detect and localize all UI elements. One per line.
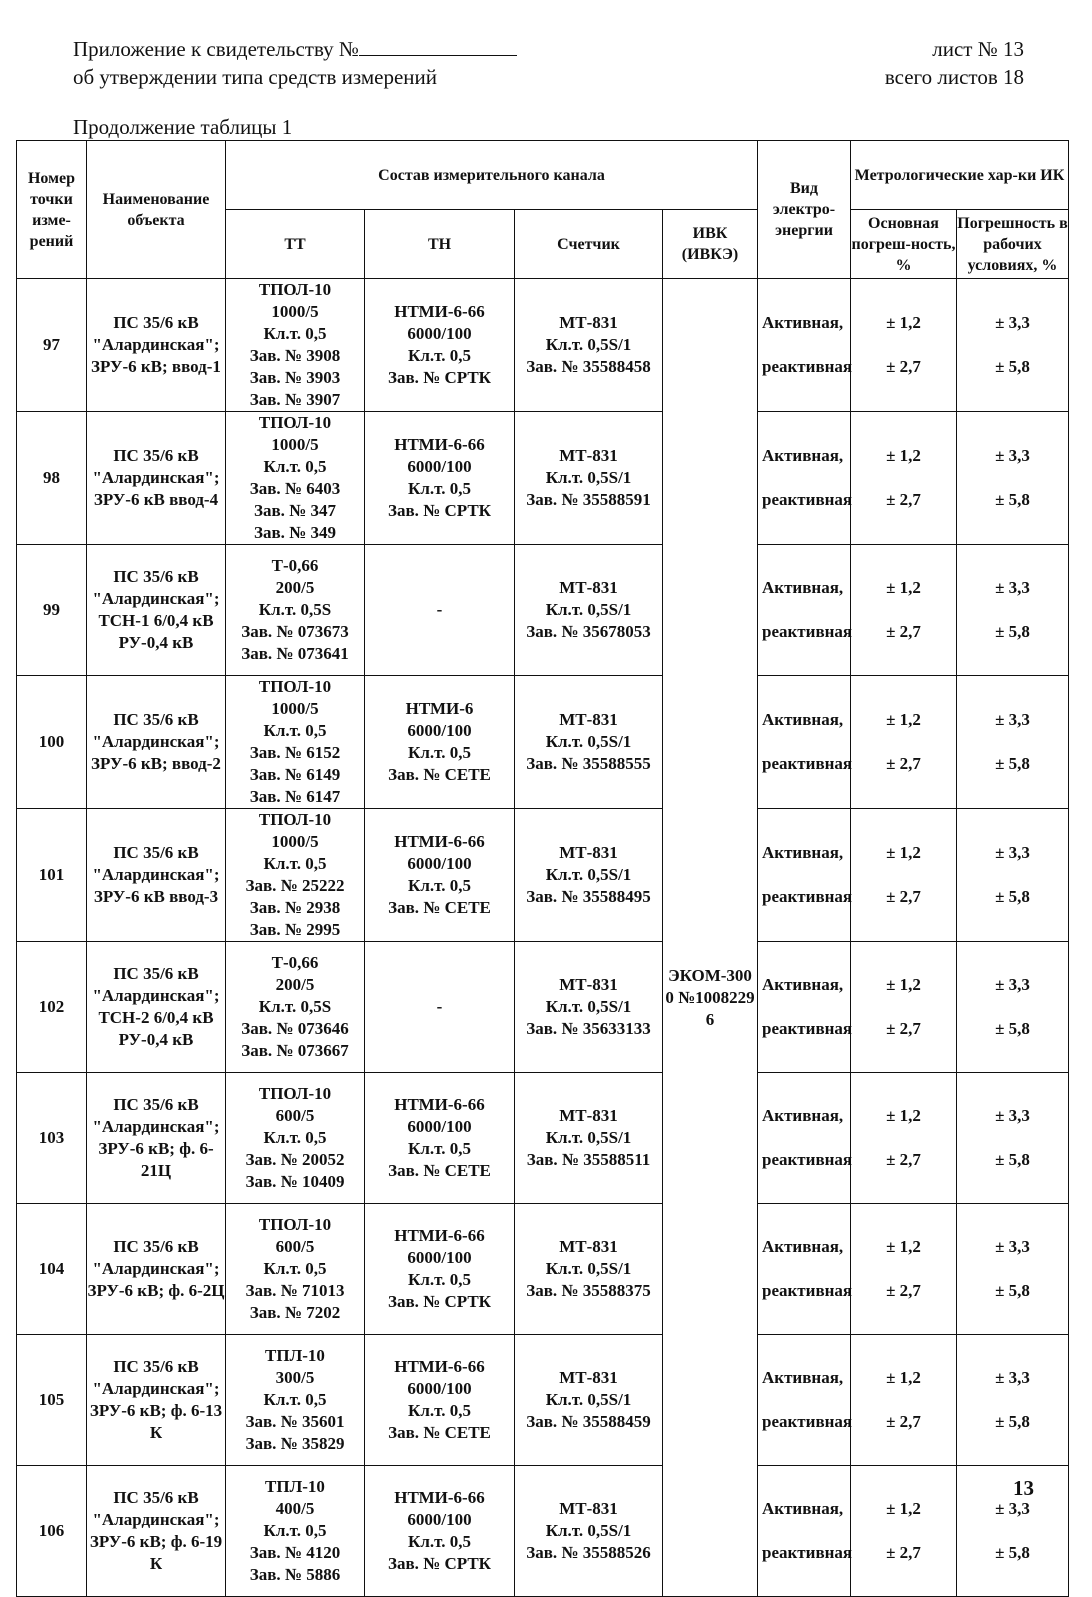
working-error	[957, 412, 1069, 545]
current-transformer	[226, 279, 365, 412]
tt-line: Кл.т. 0,5	[263, 854, 327, 873]
tt-line: 400/5	[275, 1499, 315, 1518]
tt-line: Зав. № 5886	[249, 1565, 341, 1584]
working-error-line: ± 5,8	[995, 887, 1030, 906]
tt-line: Зав. № 3908	[249, 346, 341, 365]
tt-line: Кл.т. 0,5	[263, 457, 327, 476]
base-error	[851, 279, 957, 412]
energy-type-line: Активная,	[762, 975, 844, 994]
table-body	[17, 279, 1069, 1597]
tn-line: 6000/100	[407, 1510, 472, 1529]
measurement-channels-table	[16, 140, 1069, 1597]
working-error-line: ± 3,3	[995, 1237, 1030, 1256]
tn-line: НТМИ-6-66	[394, 1357, 485, 1376]
current-transformer	[226, 1204, 365, 1335]
meter-line: Кл.т. 0,5S/1	[545, 1128, 632, 1147]
page-number: 13	[1013, 1476, 1034, 1500]
tt-line: Т-0,66	[271, 556, 319, 575]
tn-line: НТМИ-6-66	[394, 832, 485, 851]
tt-line: Кл.т. 0,5S	[258, 997, 332, 1016]
tt-line: 1000/5	[271, 435, 319, 454]
voltage-transformer	[365, 676, 515, 809]
meter-line: Кл.т. 0,5S/1	[545, 600, 632, 619]
current-transformer	[226, 412, 365, 545]
table-row	[17, 676, 1069, 809]
working-error-line: ± 5,8	[995, 1543, 1030, 1562]
tt-line: Кл.т. 0,5	[263, 1128, 327, 1147]
meter-line: МТ-831	[559, 313, 618, 332]
voltage-transformer	[365, 1204, 515, 1335]
tt-line: Зав. № 6152	[249, 743, 341, 762]
tn-line: НТМИ-6-66	[394, 1095, 485, 1114]
working-error	[957, 1204, 1069, 1335]
tt-line: ТПОЛ-10	[258, 1215, 332, 1234]
col-header-working-error: Погрешность в рабочих условиях, %	[957, 210, 1069, 279]
tt-line: 200/5	[275, 975, 315, 994]
tn-line: -	[436, 997, 443, 1016]
tn-line: 6000/100	[407, 854, 472, 873]
energy-type-line: реактивная	[762, 1412, 853, 1431]
meter-line: Кл.т. 0,5S/1	[545, 865, 632, 884]
working-error-line: ± 5,8	[995, 754, 1030, 773]
col-header-ivk: ИВК (ИВКЭ)	[663, 210, 758, 279]
object-name: ПС 35/6 кВ "Алардинская"; ЗРУ-6 кВ; ф. 6-13 К	[87, 1335, 226, 1466]
total-sheets: всего листов 18	[884, 65, 1024, 89]
col-header-object-name: Наименование объекта	[87, 141, 226, 279]
base-error-line: ± 1,2	[886, 975, 921, 994]
point-number: 102	[17, 942, 87, 1073]
meter-line: Кл.т. 0,5S/1	[545, 1390, 632, 1409]
point-number: 97	[17, 279, 87, 412]
tt-line: 300/5	[275, 1368, 315, 1387]
tt-line: Кл.т. 0,5	[263, 324, 327, 343]
tt-line: Зав. № 25222	[245, 876, 345, 895]
table-row	[17, 1073, 1069, 1204]
point-number: 103	[17, 1073, 87, 1204]
energy-type-line: реактивная	[762, 1019, 853, 1038]
ivk-text: ЭКОМ-3000 №10082296	[665, 965, 755, 1029]
meter	[515, 1335, 663, 1466]
col-header-tn: ТН	[365, 210, 515, 279]
meter-line: МТ-831	[559, 1499, 618, 1518]
base-error	[851, 942, 957, 1073]
working-error	[957, 942, 1069, 1073]
meter	[515, 942, 663, 1073]
energy-type	[758, 809, 851, 942]
energy-type-line: реактивная	[762, 754, 853, 773]
working-error-line: ± 3,3	[995, 843, 1030, 862]
working-error	[957, 1073, 1069, 1204]
object-name: ПС 35/6 кВ "Алардинская"; ЗРУ-6 кВ; ввод-1	[87, 279, 226, 412]
working-error-line: ± 5,8	[995, 1019, 1030, 1038]
energy-type	[758, 412, 851, 545]
header-right	[885, 35, 1024, 91]
working-error-line: ± 3,3	[995, 578, 1030, 597]
base-error-line: ± 2,7	[886, 1412, 921, 1431]
working-error-line: ± 5,8	[995, 622, 1030, 641]
col-header-number: Номер точки изме-рений	[17, 141, 87, 279]
table-row	[17, 1204, 1069, 1335]
tn-line: Кл.т. 0,5	[408, 743, 471, 762]
tt-line: Зав. № 35601	[245, 1412, 345, 1431]
base-error-line: ± 1,2	[886, 843, 921, 862]
voltage-transformer	[365, 809, 515, 942]
working-error-line: ± 5,8	[995, 1412, 1030, 1431]
meter-line: МТ-831	[559, 843, 618, 862]
tn-line: Зав. № СЕТЕ	[388, 765, 491, 784]
energy-type	[758, 279, 851, 412]
tt-line: Зав. № 073646	[241, 1019, 349, 1038]
meter	[515, 412, 663, 545]
energy-type-line: Активная,	[762, 313, 844, 332]
voltage-transformer	[365, 1466, 515, 1597]
meter	[515, 809, 663, 942]
energy-type	[758, 1335, 851, 1466]
current-transformer	[226, 676, 365, 809]
working-error	[957, 279, 1069, 412]
tt-line: Кл.т. 0,5	[263, 1259, 327, 1278]
object-name: ПС 35/6 кВ "Алардинская"; ЗРУ-6 кВ; ф. 6-2Ц	[87, 1204, 226, 1335]
tn-line: 6000/100	[407, 1379, 472, 1398]
base-error-line: ± 1,2	[886, 578, 921, 597]
base-error-line: ± 2,7	[886, 357, 921, 376]
table-caption: Продолжение таблицы 1	[73, 115, 293, 139]
current-transformer	[226, 1073, 365, 1204]
point-number: 106	[17, 1466, 87, 1597]
tn-line: Кл.т. 0,5	[408, 1532, 471, 1551]
object-name: ПС 35/6 кВ "Алардинская"; ЗРУ-6 кВ ввод-3	[87, 809, 226, 942]
tt-line: 600/5	[275, 1237, 315, 1256]
working-error	[957, 545, 1069, 676]
meter-line: Зав. № 35588458	[526, 357, 651, 376]
voltage-transformer	[365, 279, 515, 412]
col-header-channel-composition: Состав измерительного канала	[226, 141, 758, 210]
tt-line: Кл.т. 0,5S	[258, 600, 332, 619]
energy-type-line: Активная,	[762, 446, 844, 465]
base-error-line: ± 1,2	[886, 1368, 921, 1387]
energy-type-line: Активная,	[762, 1368, 844, 1387]
base-error-line: ± 1,2	[886, 710, 921, 729]
tn-line: 6000/100	[407, 721, 472, 740]
meter	[515, 1204, 663, 1335]
base-error-line: ± 1,2	[886, 1106, 921, 1125]
meter-line: Зав. № 35633133	[526, 1019, 651, 1038]
meter-line: МТ-831	[559, 975, 618, 994]
tn-line: Зав. № СРТК	[387, 1292, 492, 1311]
working-error	[957, 676, 1069, 809]
meter-line: Зав. № 35588511	[526, 1150, 651, 1169]
tt-line: Зав. № 20052	[245, 1150, 345, 1169]
tt-line: Зав. № 347	[254, 501, 336, 520]
working-error	[957, 1335, 1069, 1466]
tn-line: Зав. № СЕТЕ	[388, 898, 491, 917]
tn-line: НТМИ-6-66	[394, 435, 485, 454]
energy-type-line: Активная,	[762, 1106, 844, 1125]
table-row	[17, 545, 1069, 676]
base-error-line: ± 2,7	[886, 887, 921, 906]
table-row	[17, 1466, 1069, 1597]
tn-line: НТМИ-6-66	[394, 1226, 485, 1245]
point-number: 104	[17, 1204, 87, 1335]
meter-line: Кл.т. 0,5S/1	[545, 997, 632, 1016]
meter	[515, 676, 663, 809]
tn-line: 6000/100	[407, 1117, 472, 1136]
col-header-meter: Счетчик	[515, 210, 663, 279]
working-error-line: ± 5,8	[995, 1150, 1030, 1169]
tt-line: Кл.т. 0,5	[263, 1521, 327, 1540]
energy-type-line: Активная,	[762, 1499, 844, 1518]
meter-line: МТ-831	[559, 446, 618, 465]
meter	[515, 545, 663, 676]
energy-type-line: реактивная	[762, 1281, 853, 1300]
tn-line: 6000/100	[407, 1248, 472, 1267]
voltage-transformer	[365, 412, 515, 545]
energy-type	[758, 545, 851, 676]
base-error-line: ± 1,2	[886, 1237, 921, 1256]
tn-line: 6000/100	[407, 457, 472, 476]
point-number: 100	[17, 676, 87, 809]
base-error-line: ± 2,7	[886, 1019, 921, 1038]
energy-type	[758, 1073, 851, 1204]
tn-line: Кл.т. 0,5	[408, 1401, 471, 1420]
meter-line: Кл.т. 0,5S/1	[545, 335, 632, 354]
tt-line: ТПОЛ-10	[258, 810, 332, 829]
point-number: 99	[17, 545, 87, 676]
meter-line: Зав. № 35588555	[526, 754, 651, 773]
meter-line: Кл.т. 0,5S/1	[545, 1521, 632, 1540]
tt-line: Зав. № 35829	[245, 1434, 345, 1453]
object-name: ПС 35/6 кВ "Алардинская"; ЗРУ-6 кВ; ф. 6-21Ц	[87, 1073, 226, 1204]
col-header-base-error: Основная погреш-ность, %	[851, 210, 957, 279]
meter	[515, 1073, 663, 1204]
table-row	[17, 942, 1069, 1073]
base-error	[851, 809, 957, 942]
working-error-line: ± 3,3	[995, 975, 1030, 994]
current-transformer	[226, 1466, 365, 1597]
tt-line: ТПЛ-10	[265, 1477, 325, 1496]
voltage-transformer	[365, 1073, 515, 1204]
meter-line: МТ-831	[559, 1237, 618, 1256]
current-transformer	[226, 809, 365, 942]
current-transformer	[226, 942, 365, 1073]
working-error-line: ± 3,3	[995, 1368, 1030, 1387]
energy-type-line: реактивная	[762, 1543, 853, 1562]
certificate-annex-title: Приложение к свидетельству №	[73, 37, 359, 61]
meter-line: МТ-831	[559, 1368, 618, 1387]
tt-line: Зав. № 073641	[241, 644, 349, 663]
tn-line: Зав. № СРТК	[387, 1554, 492, 1573]
approval-subtitle: об утверждении типа средств измерений	[73, 65, 438, 89]
base-error-line: ± 2,7	[886, 622, 921, 641]
tt-line: ТПОЛ-10	[258, 280, 332, 299]
object-name: ПС 35/6 кВ "Алардинская"; ТСН-1 6/0,4 кВ РУ-0,4 кВ	[87, 545, 226, 676]
energy-type	[758, 1204, 851, 1335]
table-row	[17, 412, 1069, 545]
base-error	[851, 1335, 957, 1466]
energy-type-line: реактивная	[762, 1150, 853, 1169]
tt-line: Зав. № 073673	[241, 622, 349, 641]
object-name: ПС 35/6 кВ "Алардинская"; ЗРУ-6 кВ; ф. 6-19 К	[87, 1466, 226, 1597]
tt-line: Зав. № 3903	[249, 368, 341, 387]
base-error-line: ± 1,2	[886, 1499, 921, 1518]
base-error-line: ± 1,2	[886, 446, 921, 465]
meter-line: Зав. № 35588459	[526, 1412, 651, 1431]
tn-line: -	[436, 600, 443, 619]
working-error-line: ± 3,3	[995, 446, 1030, 465]
energy-type	[758, 942, 851, 1073]
tt-line: Кл.т. 0,5	[263, 1390, 327, 1409]
object-name: ПС 35/6 кВ "Алардинская"; ТСН-2 6/0,4 кВ РУ-0,4 кВ	[87, 942, 226, 1073]
tn-line: Зав. № СРТК	[387, 501, 492, 520]
working-error-line: ± 3,3	[995, 710, 1030, 729]
meter-line: МТ-831	[559, 578, 618, 597]
table-row	[17, 279, 1069, 412]
meter-line: МТ-831	[559, 1106, 618, 1125]
table-row	[17, 1335, 1069, 1466]
energy-type-line: Активная,	[762, 710, 844, 729]
tt-line: Зав. № 2995	[249, 920, 341, 939]
tn-line: Кл.т. 0,5	[408, 1139, 471, 1158]
base-error	[851, 1073, 957, 1204]
point-number: 101	[17, 809, 87, 942]
tn-line: Кл.т. 0,5	[408, 346, 471, 365]
tn-line: Зав. № СРТК	[387, 368, 492, 387]
col-header-tt: ТТ	[226, 210, 365, 279]
tn-line: НТМИ-6	[405, 699, 474, 718]
meter-line: Зав. № 35588526	[526, 1543, 651, 1562]
tt-line: Кл.т. 0,5	[263, 721, 327, 740]
tt-line: Зав. № 349	[254, 523, 336, 542]
voltage-transformer	[365, 942, 515, 1073]
meter-line: Зав. № 35678053	[526, 622, 651, 641]
point-number: 105	[17, 1335, 87, 1466]
col-header-metrology: Метрологические хар-ки ИК	[851, 141, 1069, 210]
tt-line: Зав. № 2938	[249, 898, 341, 917]
tn-line: НТМИ-6-66	[394, 1488, 485, 1507]
tt-line: Зав. № 71013	[245, 1281, 345, 1300]
meter-line: Зав. № 35588495	[526, 887, 651, 906]
energy-type-line: Активная,	[762, 578, 844, 597]
tn-line: Кл.т. 0,5	[408, 876, 471, 895]
tn-line: Кл.т. 0,5	[408, 1270, 471, 1289]
tt-line: Зав. № 6147	[249, 787, 341, 806]
meter-line: Кл.т. 0,5S/1	[545, 1259, 632, 1278]
tn-line: Кл.т. 0,5	[408, 479, 471, 498]
base-error-line: ± 2,7	[886, 754, 921, 773]
tt-line: ТПОЛ-10	[258, 677, 332, 696]
object-name: ПС 35/6 кВ "Алардинская"; ЗРУ-6 кВ; ввод-2	[87, 676, 226, 809]
point-number: 98	[17, 412, 87, 545]
tt-line: Зав. № 7202	[249, 1303, 341, 1322]
tt-line: Зав. № 073667	[241, 1041, 349, 1060]
voltage-transformer	[365, 545, 515, 676]
energy-type-line: реактивная	[762, 357, 853, 376]
base-error-line: ± 2,7	[886, 1281, 921, 1300]
base-error-line: ± 2,7	[886, 1543, 921, 1562]
working-error-line: ± 5,8	[995, 357, 1030, 376]
tn-line: 6000/100	[407, 324, 472, 343]
tn-line: Зав. № СЕТЕ	[388, 1161, 491, 1180]
tt-line: 1000/5	[271, 302, 319, 321]
working-error-line: ± 5,8	[995, 490, 1030, 509]
working-error-line: ± 3,3	[995, 1499, 1030, 1518]
tt-line: ТПЛ-10	[265, 1346, 325, 1365]
meter-line: Кл.т. 0,5S/1	[545, 468, 632, 487]
tt-line: Т-0,66	[271, 953, 319, 972]
energy-type-line: Активная,	[762, 843, 844, 862]
working-error-line: ± 3,3	[995, 1106, 1030, 1125]
tt-line: 1000/5	[271, 699, 319, 718]
energy-type-line: реактивная	[762, 622, 853, 641]
tt-line: Зав. № 6403	[249, 479, 341, 498]
base-error	[851, 412, 957, 545]
base-error	[851, 676, 957, 809]
base-error	[851, 545, 957, 676]
tt-line: Зав. № 6149	[249, 765, 341, 784]
base-error	[851, 1204, 957, 1335]
working-error-line: ± 3,3	[995, 313, 1030, 332]
current-transformer	[226, 545, 365, 676]
col-header-energy-type: Вид электро-энергии	[758, 141, 851, 279]
meter-line: Кл.т. 0,5S/1	[545, 732, 632, 751]
current-transformer	[226, 1335, 365, 1466]
table-row	[17, 809, 1069, 942]
ivk-device	[663, 279, 758, 1597]
tt-line: Зав. № 10409	[245, 1172, 345, 1191]
tt-line: 1000/5	[271, 832, 319, 851]
meter-line: МТ-831	[559, 710, 618, 729]
tt-line: Зав. № 4120	[249, 1543, 341, 1562]
meter	[515, 279, 663, 412]
base-error-line: ± 1,2	[886, 313, 921, 332]
working-error-line: ± 5,8	[995, 1281, 1030, 1300]
base-error-line: ± 2,7	[886, 490, 921, 509]
object-name: ПС 35/6 кВ "Алардинская"; ЗРУ-6 кВ ввод-4	[87, 412, 226, 545]
tt-line: ТПОЛ-10	[258, 1084, 332, 1103]
energy-type-line: реактивная	[762, 887, 853, 906]
meter-line: Зав. № 35588591	[526, 490, 651, 509]
base-error-line: ± 2,7	[886, 1150, 921, 1169]
certificate-number-blank	[359, 35, 517, 56]
working-error	[957, 809, 1069, 942]
tn-line: Зав. № СЕТЕ	[388, 1423, 491, 1442]
meter	[515, 1466, 663, 1597]
energy-type	[758, 676, 851, 809]
energy-type-line: реактивная	[762, 490, 853, 509]
tt-line: ТПОЛ-10	[258, 413, 332, 432]
header-left	[73, 35, 517, 91]
energy-type-line: Активная,	[762, 1237, 844, 1256]
tt-line: 600/5	[275, 1106, 315, 1125]
energy-type	[758, 1466, 851, 1597]
tn-line: НТМИ-6-66	[394, 302, 485, 321]
voltage-transformer	[365, 1335, 515, 1466]
tt-line: Зав. № 3907	[249, 390, 341, 409]
sheet-number: лист № 13	[932, 37, 1024, 61]
tt-line: 200/5	[275, 578, 315, 597]
meter-line: Зав. № 35588375	[526, 1281, 651, 1300]
base-error	[851, 1466, 957, 1597]
